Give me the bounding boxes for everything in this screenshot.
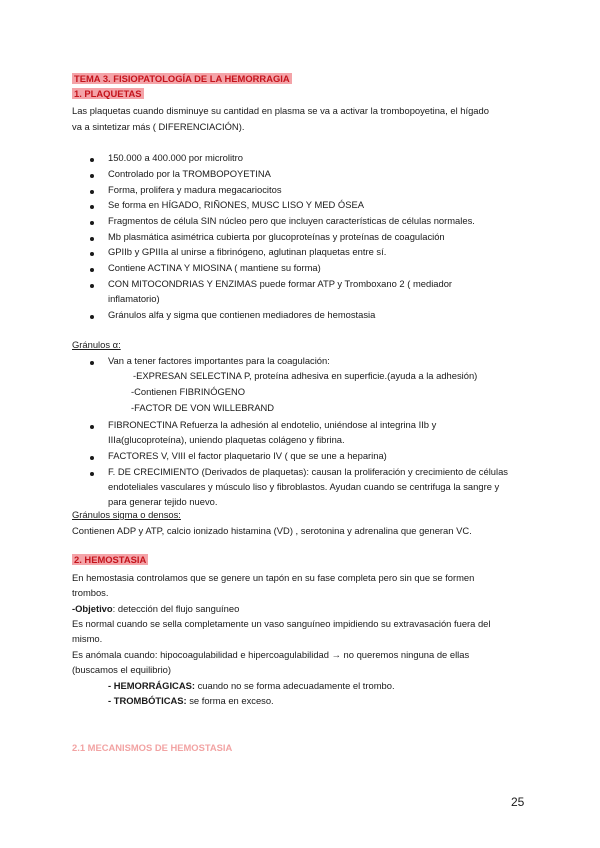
bullet-icon: [90, 237, 94, 241]
bullet-icon: [90, 284, 94, 288]
sub-item: -Contienen FIBRINÓGENO: [131, 386, 246, 397]
bullet-icon: [90, 315, 94, 319]
normal-line-1: Es normal cuando se sella completamente un vaso sanguíneo impidiendo su extravasación fuera del: [72, 618, 491, 629]
list-item: Mb plasmática asimétrica cubierta por glucoproteínas y proteínas de coagulación: [108, 231, 445, 242]
hemorragicas-label: - HEMORRÁGICAS:: [108, 680, 195, 691]
list-item-continuation: endoteliales vasculares y músculo liso y fibroblastos. Ayudan cuando se centrifuga la sangre y: [108, 481, 500, 492]
section-heading-plaquetas: 1. PLAQUETAS: [74, 88, 142, 99]
bullet-icon: [90, 472, 94, 476]
bullet-icon: [90, 268, 94, 272]
list-item: Se forma en HÍGADO, RIÑONES, MUSC LISO Y MED ÓSEA: [108, 199, 364, 210]
page-number: 25: [511, 795, 525, 809]
sub-item: -FACTOR DE VON WILLEBRAND: [131, 402, 275, 413]
list-item-continuation: IIIa(glucoproteína), uniendo plaquetas colágeno y fibrina.: [108, 434, 345, 445]
list-item-continuation: para generar tejido nuevo.: [108, 496, 218, 507]
list-item-continuation: inflamatorio): [108, 293, 160, 304]
bullet-icon: [90, 425, 94, 429]
list-item: Van a tener factores importantes para la coagulación:: [108, 355, 330, 366]
tromboticas-line: [108, 694, 274, 708]
hemostasia-line-1: En hemostasia controlamos que se genere un tapón en su fase completa pero sin que se formen: [72, 572, 475, 583]
topic-title: TEMA 3. FISIOPATOLOGÍA DE LA HEMORRAGIA: [74, 73, 290, 84]
bullet-icon: [90, 456, 94, 460]
subheading-granulos-sigma: Gránulos sigma o densos:: [72, 509, 181, 520]
objetivo-line: [72, 602, 239, 616]
hemorragicas-line: [108, 679, 395, 693]
subheading-granulos-alfa: Gránulos α:: [72, 339, 121, 350]
list-item: GPIIb y GPIIIa al unirse a fibrinógeno, aglutinan plaquetas entre sí.: [108, 246, 387, 257]
sub-item: -EXPRESAN SELECTINA P, proteína adhesiva en superficie.(ayuda a la adhesión): [133, 370, 478, 381]
section-heading-hemostasia: 2. HEMOSTASIA: [74, 554, 147, 565]
tromboticas-text: se forma en exceso.: [186, 695, 274, 706]
list-item: 150.000 a 400.000 por microlitro: [108, 152, 243, 163]
list-item: Controlado por la TROMBOPOYETINA: [108, 168, 271, 179]
bullet-icon: [90, 221, 94, 225]
list-item: FACTORES V, VIII el factor plaquetario IV ( que se une a heparina): [108, 450, 387, 461]
intro-line-2: va a sintetizar más ( DIFERENCIACIÓN).: [72, 121, 245, 132]
anomala-line-2: (buscamos el equilibrio): [72, 664, 172, 675]
bullet-icon: [90, 190, 94, 194]
hemostasia-line-2: trombos.: [72, 587, 109, 598]
bullet-icon: [90, 158, 94, 162]
list-item: FIBRONECTINA Refuerza la adhesión al endotelio, uniéndose al integrina IIb y: [108, 419, 437, 430]
bullet-icon: [90, 205, 94, 209]
bullet-icon: [90, 252, 94, 256]
bullet-icon: [90, 174, 94, 178]
anomala-line-1: Es anómala cuando: hipocoagulabilidad e hipercoagulabilidad → no queremos ninguna de ellas: [72, 649, 470, 660]
list-item: Gránulos alfa y sigma que contienen mediadores de hemostasia: [108, 309, 376, 320]
list-item: CON MITOCONDRIAS Y ENZIMAS puede formar ATP y Tromboxano 2 ( mediador: [108, 278, 453, 289]
list-item: Contiene ACTINA Y MIOSINA ( mantiene su forma): [108, 262, 321, 273]
objetivo-label: -Objetivo: [72, 603, 113, 614]
bullet-icon: [90, 361, 94, 365]
hemorragicas-text: cuando no se forma adecuadamente el trombo.: [194, 680, 395, 691]
tromboticas-label: - TROMBÓTICAS:: [108, 695, 187, 706]
subsection-heading-mecanismos: 2.1 MECANISMOS DE HEMOSTASIA: [72, 742, 233, 753]
sigma-paragraph: Contienen ADP y ATP, calcio ionizado histamina (VD) , serotonina y adrenalina que generan VC.: [72, 525, 472, 536]
list-item: Forma, prolifera y madura megacariocitos: [108, 184, 282, 195]
intro-line-1: Las plaquetas cuando disminuye su cantidad en plasma se va a activar la trombopoyetina, el hígado: [72, 105, 489, 116]
objetivo-text: : detección del flujo sanguíneo: [112, 603, 240, 614]
list-item: Fragmentos de célula SIN núcleo pero que incluyen características de células normales.: [108, 215, 475, 226]
normal-line-2: mismo.: [72, 633, 103, 644]
list-item: F. DE CRECIMIENTO (Derivados de plaquetas): causan la proliferación y crecimiento de células: [108, 466, 508, 477]
